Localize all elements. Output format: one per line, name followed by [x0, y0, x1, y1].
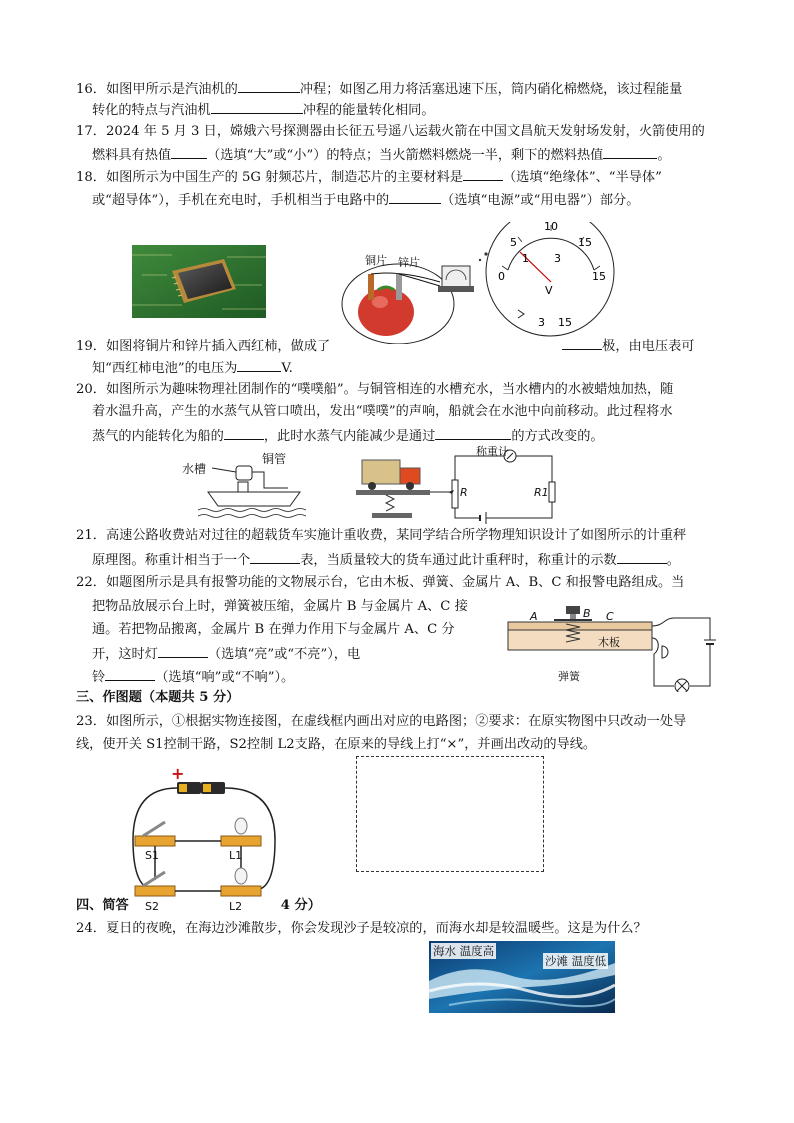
dial-num: 15 — [578, 236, 592, 249]
lamp-l2-label: L2 — [229, 900, 243, 913]
q19-text-a: 19．如图将铜片和锌片插入西红柿，做成了 — [76, 339, 331, 354]
q24-text: 24．夏日的夜晚，在海边沙滩散步，你会发现沙子是较凉的，而海水却是较温暖些。这是为什么？ — [76, 921, 647, 936]
q20-text-d: ，此时水蒸气内能减少是通过 — [263, 429, 436, 444]
plate-c-label: C — [606, 610, 614, 623]
q21-text-b: 原理图。称重计相当于一个 — [92, 553, 251, 568]
q22-text-f: 铃 — [92, 670, 106, 685]
q22-text-d: 开，这时灯 — [92, 647, 158, 662]
dial-num-inner: 3 — [554, 252, 561, 265]
plate-b-label: B — [583, 607, 591, 620]
terminal-label: 3 — [538, 316, 545, 329]
tank-label: 水槽 — [182, 462, 207, 476]
answer-blank[interactable] — [562, 336, 602, 350]
answer-blank[interactable] — [603, 145, 657, 159]
circuit-drawing-box[interactable] — [356, 756, 544, 872]
putt-putt-boat-figure — [178, 448, 318, 520]
answer-blank[interactable] — [238, 79, 300, 93]
resistor-r1-label: R1 — [534, 486, 549, 499]
section-3-heading — [76, 689, 239, 707]
q19-text-c: 知“西红柿电池”的电压为 — [92, 361, 238, 376]
q20-text-a: 20．如图所示为趣味物理社团制作的“噗噗船”。与铜管相连的水槽充水，当水槽内的水被蜡烛加热，随 — [76, 382, 674, 397]
dial-num: 15 — [592, 270, 606, 283]
answer-blank[interactable] — [617, 550, 667, 564]
q23-text-b: 线，使开关 S1控制干路，S2控制 L2支路，在原来的导线上打“×”，并画出改动的导线。 — [76, 737, 597, 752]
section-4-heading — [76, 897, 321, 915]
q16-text-a: 16．如图甲所示是汽油机的 — [76, 82, 238, 97]
unit-label: V — [545, 284, 553, 297]
board-label: 木板 — [598, 636, 620, 649]
section-3-text: 三、作图题（本题共 5 分） — [76, 690, 240, 705]
answer-blank[interactable] — [105, 667, 155, 681]
dial-num: 0 — [498, 270, 505, 283]
positive-terminal-label: + — [171, 764, 185, 783]
dial-num: 5 — [510, 236, 517, 249]
q17-line1 — [76, 123, 705, 141]
section-4-text-a: 四、简答 — [76, 898, 129, 913]
q23-line1 — [76, 713, 686, 731]
q20-line2 — [92, 403, 673, 421]
q22-text-b: 把物品放展示台上时，弹簧被压缩，金属片 B 与金属片 A、C 接 — [92, 599, 468, 614]
q16-text-c: 转化的特点与汽油机 — [92, 103, 211, 118]
q23-text-a: 23．如图所示，①根据实物连接图，在虚线框内画出对应的电路图；②要求：在原实物图中只改动一处导 — [76, 714, 687, 729]
tomato-battery-figure — [340, 222, 630, 344]
physical-circuit-figure — [125, 764, 280, 918]
answer-blank[interactable] — [250, 550, 300, 564]
q22-text-g: （选填“响”或“不响”）。 — [155, 670, 295, 685]
q22-line2 — [92, 598, 468, 616]
q20-text-e: 的方式改变的。 — [511, 429, 604, 444]
q17-text-b: 燃料具有热值 — [92, 148, 172, 163]
plate-a-label: A — [530, 610, 538, 623]
answer-blank[interactable] — [389, 190, 441, 204]
q20-line1 — [76, 381, 673, 399]
q21-line1 — [76, 527, 686, 545]
switch-s1-label: S1 — [145, 849, 159, 862]
q20-text-c: 蒸气的内能转化为船的 — [92, 429, 224, 444]
switch-s2-label: S2 — [145, 900, 159, 913]
q22-text-a: 22．如题图所示是具有报警功能的文物展示台，它由木板、弹簧、金属片 A、B、C 和报警电路组成。当 — [76, 575, 685, 590]
q18-line1 — [76, 167, 662, 187]
q22-text-c: 通。若把物品搬离，金属片 B 在弹力作用下与金属片 A、C 分 — [92, 622, 455, 637]
q16-line2 — [92, 100, 435, 120]
meter-label: 称重计 — [476, 445, 509, 458]
q19-text-b: 极，由电压表可 — [602, 339, 695, 354]
answer-blank[interactable] — [463, 167, 503, 181]
alarm-display-figure — [504, 600, 726, 692]
q20-line3 — [92, 426, 604, 446]
zinc-label: 锌片 — [398, 256, 420, 269]
q23-line2 — [76, 736, 596, 754]
q17-text-a: 17．2024 年 5 月 3 日，嫦娥六号探测器由长征五号遥八运载火箭在中国文昌航天发射场发射，火箭使用的 — [76, 124, 705, 139]
q21-text-a: 21．高速公路收费站对过往的超载货车实施计重收费，某同学结合所学物理知识设计了如图所示的计重秤 — [76, 528, 687, 543]
answer-blank[interactable] — [224, 426, 264, 440]
q19-text-d: V. — [281, 361, 293, 376]
q18-line2 — [92, 190, 639, 210]
chip-photo — [132, 245, 266, 318]
q22-line5 — [92, 667, 294, 687]
q21-line2 — [92, 550, 680, 570]
section-4-text-b: 4 分） — [280, 898, 321, 913]
answer-blank[interactable] — [435, 426, 511, 440]
q16-text-d: 冲程的能量转化相同。 — [302, 103, 435, 118]
q16-text-b: 冲程；如图乙用力将活塞迅速下压，筒内硝化棉燃烧，该过程能量 — [299, 82, 683, 97]
q21-text-d: 。 — [666, 553, 680, 568]
q18-text-d: （选填“电源”或“用电器”）部分。 — [441, 193, 640, 208]
truck-scale-figure — [356, 445, 562, 524]
answer-blank[interactable] — [171, 145, 207, 159]
q20-text-b: 着水温升高，产生的水蒸气从管口喷出，发出“噗噗”的声响，船就会在水池中向前移动。此过程将水 — [92, 404, 673, 419]
q17-line2 — [92, 145, 671, 165]
q22-line3 — [92, 621, 455, 639]
q17-text-d: 。 — [657, 148, 671, 163]
q16-line1 — [76, 79, 682, 99]
q18-text-c: 或“超导体”），手机在充电时，手机相当于电路中的 — [92, 193, 390, 208]
q24-line — [76, 920, 647, 938]
q17-text-c: （选填“大”或“小”）的特点；当火箭燃料燃烧一半，剩下的燃料热值 — [207, 148, 604, 163]
sea-label: 海水 温度高 — [433, 944, 495, 958]
lamp-l1-label: L1 — [229, 849, 243, 862]
spring-label: 弹簧 — [558, 670, 580, 683]
q22-text-e: （选填“亮”或“不亮”），电 — [207, 647, 361, 662]
q18-text-b: （选填“绝缘体”、“半导体” — [502, 170, 662, 185]
resistor-r-label: R — [460, 486, 468, 499]
q22-line1 — [76, 574, 684, 592]
q21-text-c: 表，当质量较大的货车通过此计重秤时，称重计的示数 — [300, 553, 617, 568]
pipe-label: 铜管 — [262, 452, 287, 466]
terminal-label: 15 — [558, 316, 572, 329]
q19-line2 — [92, 358, 293, 378]
sand-label: 沙滩 温度低 — [545, 954, 607, 968]
q22-line4 — [92, 644, 360, 664]
answer-blank[interactable] — [211, 100, 303, 114]
answer-blank[interactable] — [158, 644, 208, 658]
beach-photo — [429, 941, 615, 1013]
copper-label: 铜片 — [365, 254, 387, 267]
answer-blank[interactable] — [237, 358, 281, 372]
dial-num: 10 — [544, 222, 558, 233]
q19-line1 — [76, 336, 694, 356]
dial-num-inner: 1 — [522, 252, 529, 265]
q18-text-a: 18．如图所示为中国生产的 5G 射频芯片，制造芯片的主要材料是 — [76, 170, 463, 185]
